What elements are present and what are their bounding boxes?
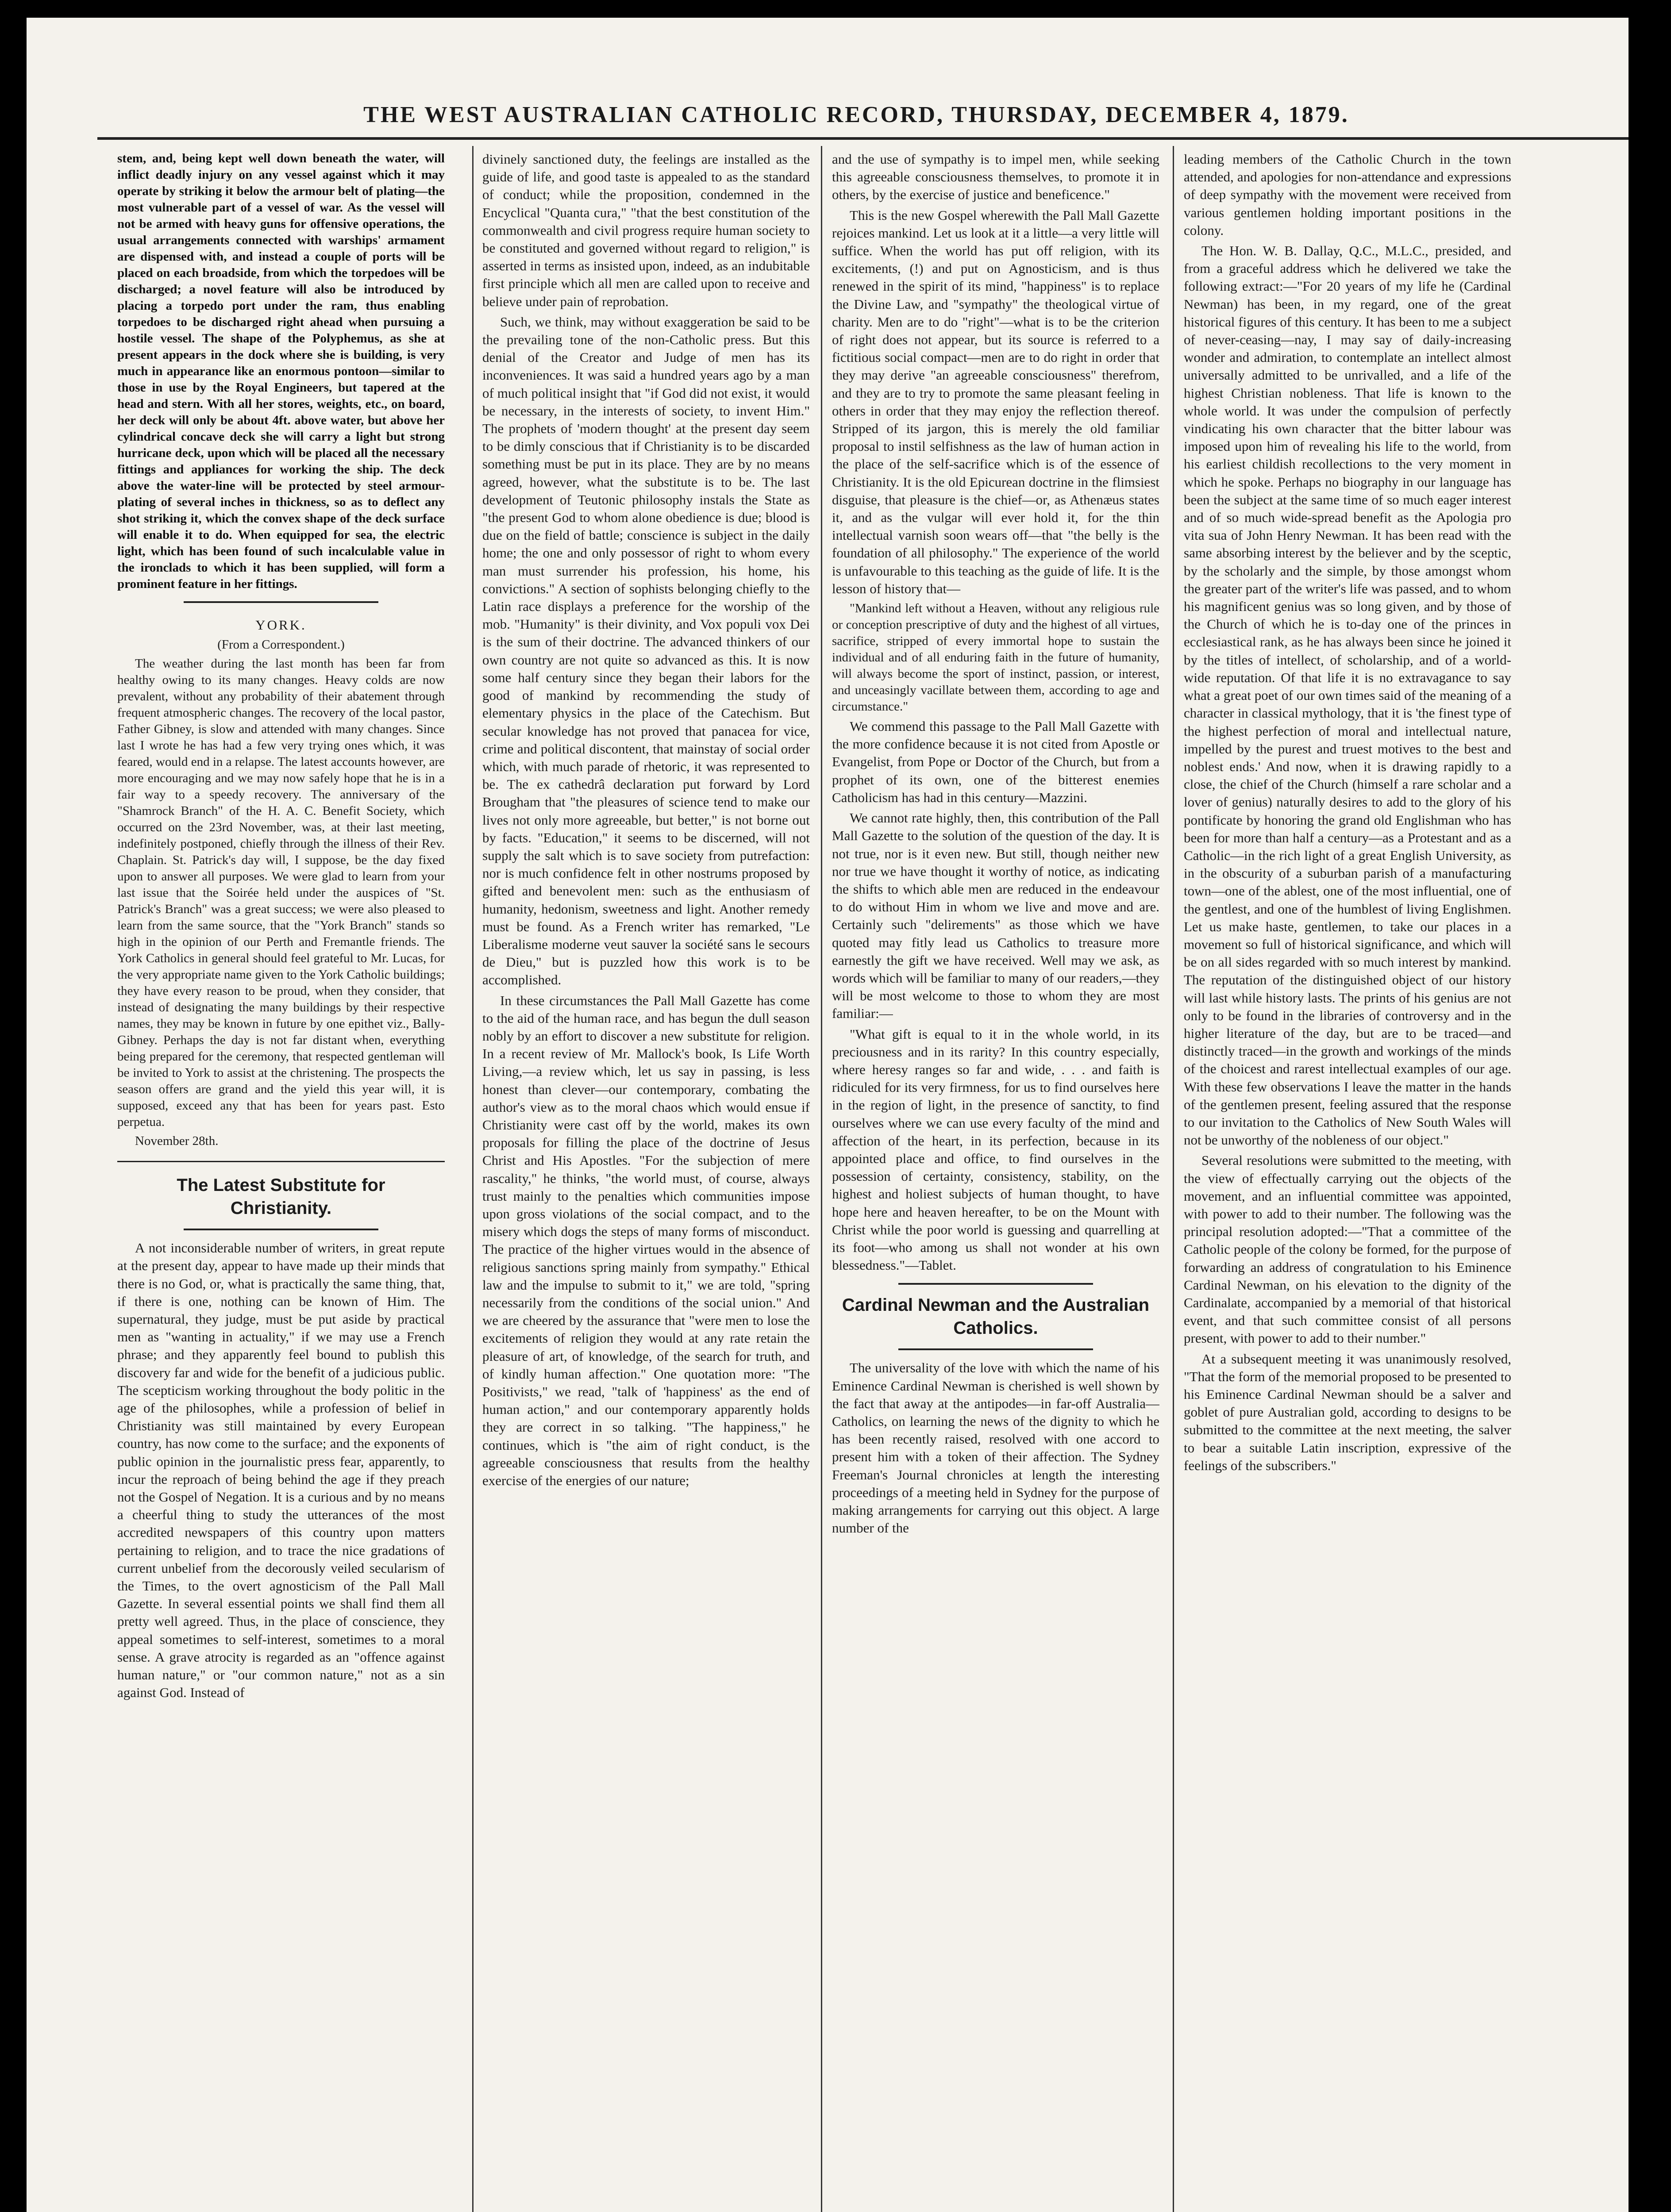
article-text: A not inconsiderable number of writers, in great repute at the present day, appear to have made up their minds that there is no God, or, what is practically the same thing, that, if there is one, nothing can be known of Him. The supernatural, they judge, must be put aside by practical men as "wanting in actuality," if we may use a French phrase; and they apparently feel bound to publish this discovery far and wide for the benefit of a judicious public. The scepticism working throughout the body politic in the age of the philosophes, while a profession of belief in Christianity was still maintained by every European country, has now come to the surface; and the exponents of public opinion in the journalistic press fear, apparently, to incur the reproach of being behind the age if they preach not the Gospel of Negation. It is a curious and by no means a cheerful thing to study the utterances of the most accredited newspapers of this country upon matters pertaining to religion, and to trace the nice gradations of current unbelief from the decorously veiled secularism of the Times, to the overt agnosticism of the Pall Mall Gazette. In several essential points we shall find them all pretty well agreed. Thus, in the place of conscience, they appeal sometimes to self-interest, sometimes to a moral sense. A grave atrocity is regarded as an "offence against human nature," or "our common nature," not as a sin against God. Instead of (117, 1240, 445, 1701)
article-text: At a subsequent meeting it was unanimously resolved, "That the form of the memorial proposed to be presented to his Eminence Cardinal Newman should be a salver and goblet of pure Australian gold, according to designs to be submitted to the committee at the next meeting, the salver to bear a suitable Latin inscription, expressive of the feelings of the subscribers." (1184, 1351, 1511, 1473)
column-2 (482, 150, 810, 2212)
divider (184, 1229, 378, 1230)
article-text: In these circumstances the Pall Mall Gazette has come to the aid of the human race, and has begun the dull season nobly by an effort to discover a new substitute for religion. In a recent review of Mr. Mallock's book, Is Life Worth Living,—a review which, let us say in passing, is less honest than clever—our contemporary, combating the author's view as to the moral chaos which would ensue if Christianity were cast off by the world, makes its own proposals for filling the place of the doctrine of Jesus Christ and His Apostles. "For the subjection of mere rascality," he thinks, "the world must, of course, always trust mainly to the penalties which communities impose upon gross violations of the social compact, and to the misery which dogs the steps of many forms of misconduct. The practice of the higher virtues would in the absence of religious sanctions spring mainly from sympathy." Ethical law and the impulse to submit to it," we are told, "spring necessarily from the conditions of the social union." And we are cheered by the assurance that "were men to lose the excitements of religion they would at any rate retain the pleasure of art, of knowledge, of the search for truth, and of kindly human affection." One quotation more: "The Positivists," we read, "talk of 'happiness' as the end of human action," and our contemporary apparently holds they are correct in so talking. "The happiness," he continues, which is "the aim of right conduct, is the agreeable consciousness that results from the healthy exercise of the energies of our nature; (482, 992, 810, 1489)
article-text: We cannot rate highly, then, this contribution of the Pall Mall Gazette to the solution of the question of the day. It is not true, nor is it even new. But still, though neither new nor true we have thought it worthy of notice, as indicating the shifts to which able men are reduced in the endeavour to do without Him in whom we live and move and are. Certainly such "delirements" as those which we have quoted may fitly lead us Catholics to treasure more earnestly the gift we have received. Well may we ask, as words which will be familiar to many of our readers,—they will be most welcome to those to whom they are most familiar:— (832, 810, 1159, 1022)
article-title: Cardinal Newman and the Australian Catholics. (842, 1295, 1150, 1338)
newspaper-page (27, 18, 1629, 2212)
article-text: Such, we think, may without exaggeration be said to be the prevailing tone of the non-Catholic press. But this denial of the Creator and Judge of men has its inconveniences. It was said a hundred years ago by a man of much political insight that "if God did not exist, it would be necessary, in the interests of society, to invent Him." The prophets of 'modern thought' at the present day seem to be dimly conscious that if Christianity is to be discarded something must be put in its place. They are by no means agreed, however, what the substitute is to be. The last development of Teutonic philosophy instals the State as "the present God to whom alone obedience is due; blood is due on the field of battle; conscience is subject in the daily home; the one and only possessor of right to whom every man must surrender his profession, his home, his convictions." A section of sophists belonging chiefly to the Latin race displays a preference for the worship of the mob. "Humanity" is their divinity, and Vox populi vox Dei is the sum of their doctrine. The advanced thinkers of our own country are not quite so advanced as this. It is now some half century since they began their labors for the good of mankind by recommending the study of elementary physics in the place of the Catechism. But secular knowledge has not proved that panacea for vice, crime and political discontent, that mainstay of social order which, with much parade of rhetoric, it was represented to be. The ex cathedrâ declaration put forward by Lord Brougham that "the pleasures of science tend to make our lives not only more agreeable, but better," is not borne out by facts. "Education," it seems to be discerned, will not supply the salt which is to save society from putrefaction: nor is much confidence felt in other nostrums proposed by gifted and benevolent men: such as the enthusiasm of humanity, hedonism, sweetness and light. Another remedy must be found. As a French writer has remarked, "Le Liberalisme moderne veut sauver la société sans le secours de Dieu," but is puzzled how this work is to be accomplished. (482, 314, 810, 988)
divider (184, 601, 378, 603)
column-rule (821, 146, 822, 2212)
masthead-rule (97, 137, 1629, 140)
article-text: stem, and, being kept well down beneath the water, will inflict deadly injury on any vessel against which it may operate by striking it below the armour belt of plating—the most vulnerable part of a vessel of war. As the vessel will not be armed with heavy guns for offensive operations, the usual arrangements connected with warships' armament are dispensed with, and instead a couple of ports will be placed on each broadside, from which the torpedoes will be discharged; a novel feature will also be introduced by placing a torpedo port under the ram, thus enabling torpedoes to be discharged right ahead when pursuing a hostile vessel. The shape of the Polyphemus, as she at present appears in the dock where she is building, is very much in appearance like an enormous pontoon—similar to those in use by the Royal Engineers, but tapered at the head and stern. With all her stores, weights, etc., on board, her deck will only be about 4ft. above water, but above her cylindrical concave deck she will carry a light but strong hurricane deck, upon which will be placed all the necessary fittings and appliances for working the ship. The deck above the water-line will be protected by steel armour-plating of several inches in thickness, so as to deflect any shot striking it, which the convex shape of the deck surface will enable it to do. When equipped for sea, the electric light, which has been found of such incalculable value in the ironclads to which it has been supplied, will form a prominent feature in her fittings. (117, 151, 445, 591)
quotation: "What gift is equal to it in the whole world, in its preciousness and in its rarity? In this country especially, where heresy ranges so far and wide, . . . and faith is ridiculed for its very firmness, for us to find ourselves here in the region of light, in the presence of sanctity, to find ourselves where we can use every faculty of the mind and affection of the heart, in its perfection, because in its appointed place and office, to find ourselves in the possession of certainty, consistency, stability, on the highest and holiest subjects of human thought, to have hope here and heaven hereafter, to be on the Mount with Christ while the poor world is guessing and quarrelling at its foot—who among us shall not wonder at his own blessedness."—Tablet. (832, 1026, 1159, 1273)
dateline: November 28th. (135, 1134, 219, 1148)
masthead: THE WEST AUSTRALIAN CATHOLIC RECORD, THURSDAY, DECEMBER 4, 1879. (363, 102, 1349, 127)
column-4 (1184, 150, 1511, 2212)
section-heading: YORK. (255, 617, 307, 633)
divider (117, 1161, 445, 1162)
article-text: divinely sanctioned duty, the feelings are installed as the guide of life, and good taste is appealed to as the standard of conduct; while the proposition, condemned in the Encyclical "Quanta cura," "that the best constitution of the commonwealth and civil progress require human society to be constituted and governed without regard to religion," is asserted in terms as insisted upon, indeed, as an indubitable first principle which all men are called upon to receive and believe under pain of reprobation. (482, 151, 810, 309)
article-title: The Latest Substitute for Christianity. (177, 1175, 385, 1218)
quotation: "Mankind left without a Heaven, without any religious rule or conception prescriptive of duty and the highest of all virtues, sacrifice, stripped of every immortal hope to sustain the individual and of all enduring faith in the future of humanity, will always become the sport of instinct, passion, or interest, and unceasingly vacillate between them, according to age and circumstance." (832, 601, 1159, 714)
column-1 (117, 150, 445, 2212)
article-text: We commend this passage to the Pall Mall Gazette with the more confidence because it is not cited from Apostle or Evangelist, from Pope or Doctor of the Church, but from a prophet of its own, one of the bitterest enemies Catholicism has had in this century—Mazzini. (832, 718, 1159, 805)
divider (898, 1348, 1093, 1350)
byline: (From a Correspondent.) (217, 637, 345, 652)
article-text: and the use of sympathy is to impel men, while seeking this agreeable consciousness themselves, to promote it in others, by the exercise of justice and beneficence." (832, 151, 1159, 203)
article-text: The Hon. W. B. Dallay, Q.C., M.L.C., presided, and from a graceful address which he delivered we take the following extract:—"For 20 years of my life he (Cardinal Newman) has been, in my regard, one of the great historical figures of this century. It has been to me a subject of never-ceasing—nay, I may say of daily-increasing wonder and admiration, to contemplate an intellect almost universally admitted to be unrivalled, and a life of the highest Christian nobleness. That life is known to the whole world. It was under the compulsion of perfectly vindicating his own character that the bitter labour was imposed upon him of revealing his life to the world, from his earliest childish recollections to the very moment in which he spoke. Perhaps no biography in our language has been the subject at the same time of so much eager interest and of so much wide-spread benefit as the Apologia pro vita sua of John Henry Newman. It has been read with the same absorbing interest by the believer and by the sceptic, by the scholarly and the simple, by those amongst whom the greater part of the writer's life was passed, and to whom his magnificent genius was so long given, and by those of the Church of which he is to-day one of the princes in ecclesiastical rank, as he has always been since he joined it by the titles of intellect, of scholarship, and of a world-wide reputation. Of that life it is no extravagance to say what a great poet of our own times said of the meaning of a character in classical mythology, that it is 'the finest type of the highest perfection of moral and intellectual nature, impelled by the purest and truest motives to the best and noblest ends.' And now, when it is drawing rapidly to a close, the chief of the Church (himself a rare scholar and a lover of genius) naturally desires to add to the glory of his pontificate by honoring the grand old Englishman who has been for more than half a century—as a Protestant and as a Catholic—in the rich light of a great English University, as in the obscurity of a suburban parish of a manufacturing town—one of the ablest, one of the most influential, one of the gentlest, and one of the humblest of living Englishmen. Let us make haste, gentlemen, to take our places in a movement so full of historical significance, and which will be on all sides regarded with so much interest by mankind. The reputation of the distinguished object of our history will last while history lasts. The prints of his genius are not only to be found in the libraries of controversy and in the higher literature of the day, but are to be traced—and distinctly traced—in the growth and workings of the minds of the choicest and rarest intellectual examples of our age. With these few observations I leave the matter in the hands of the gentlemen present, feeling assured that the response to our invitation to the Catholics of New South Wales will not be unworthy of the nobleness of our object." (1184, 243, 1511, 1148)
article-text: Several resolutions were submitted to the meeting, with the view of effectually carrying out the objects of the movement, and an influential committee was appointed, with power to add to their number. The following was the principal resolution adopted:—"That a committee of the Catholic people of the colony be formed, for the purpose of forwarding an address of congratulation to his Eminence Cardinal Newman, on his elevation to the dignity of the Cardinalate, accompanied by a memorial of that historical event, and that such committee consist of all persons present, with power to add to their number." (1184, 1152, 1511, 1346)
article-text: The weather during the last month has been far from healthy owing to its many changes. Heavy colds are now prevalent, without any probability of their abatement through frequent atmospheric changes. The recovery of the local pastor, Father Gibney, is slow and attended with many changes. Since last I wrote he has had a few very trying ones which, it was feared, would end in a relapse. The latest accounts however, are more encouraging and we may now safely hope that he is in a fair way to a speedy recovery. The anniversary of the "Shamrock Branch" of the H. A. C. Benefit Society, which occurred on the 23rd November, was, at their last meeting, indefinitely postponed, chiefly through the illness of their Rev. Chaplain. St. Patrick's day will, I suppose, be the day fixed upon to answer all purposes. We were glad to learn from your last issue that the Soirée held under the auspices of "St. Patrick's Branch" was a great success; we were also pleased to learn from the same source, that the "York Branch" stands so high in the opinion of our Perth and Fremantle friends. The York Catholics in general should feel grateful to Mr. Lucas, for the very appropriate name given to the York Catholic buildings; they have every reason to be proud, when they consider, that instead of designating the many buildings by their respective names, they may be known in future by one epithet viz., Bally-Gibney. Perhaps the day is not far distant when, everything being prepared for the ceremony, that respected gentleman will be invited to York to assist at the christening. The prospects the season offers are grand and the yield this year will, it is supposed, exceed any that has been for years past. Esto perpetua. (117, 657, 445, 1129)
article-text: leading members of the Catholic Church in the town attended, and apologies for non-attendance and expressions of deep sympathy with the movement were received from various gentlemen holding important positions in the colony. (1184, 151, 1511, 238)
column-3 (832, 150, 1159, 2212)
column-rule (472, 146, 474, 2212)
article-text: The universality of the love with which the name of his Eminence Cardinal Newman is cherished is well shown by the fact that away at the antipodes—in far-off Australia—Catholics, on learning the news of the dignity to which he has been recently raised, resolved with one accord to present him with a token of their affection. The Sydney Freeman's Journal chronicles at length the interesting proceedings of a meeting held in Sydney for the purpose of making arrangements for carrying out this object. A large number of the (832, 1360, 1159, 1536)
divider (898, 1283, 1093, 1285)
column-rule (1173, 146, 1174, 2212)
article-text: This is the new Gospel wherewith the Pall Mall Gazette rejoices mankind. Let us look at it a little—a very little will suffice. When the world has put off religion, with its excitements, (!) and put on Agnosticism, and is thus renewed in the spirit of its mind, "happiness" is to replace the Divine Law, and "sympathy" the theological virtue of charity. Men are to do "right"—what is to be the criterion of right does not appear, but its source is referred to a fictitious social compact—men are to do right in order that they may derive "an agreeable consciousness" therefrom, and they are to try to promote the same pleasant feeling in others in order that they may enjoy the reflection thereof. Stripped of its jargon, this is merely the old familiar proposal to instil selfishness as the law of human action in the place of the self-sacrifice which is of the essence of Christianity. It is the old Epicurean doctrine in the flimsiest disguise, that pleasure is the chief—or, as Athenæus states it, and as the vulgar will ever hold it, for the thin intellectual varnish soon wears off—that "the belly is the foundation of all philosophy." The experience of the world is unfavourable to this teaching as the guide of life. It is the lesson of history that— (832, 207, 1159, 596)
